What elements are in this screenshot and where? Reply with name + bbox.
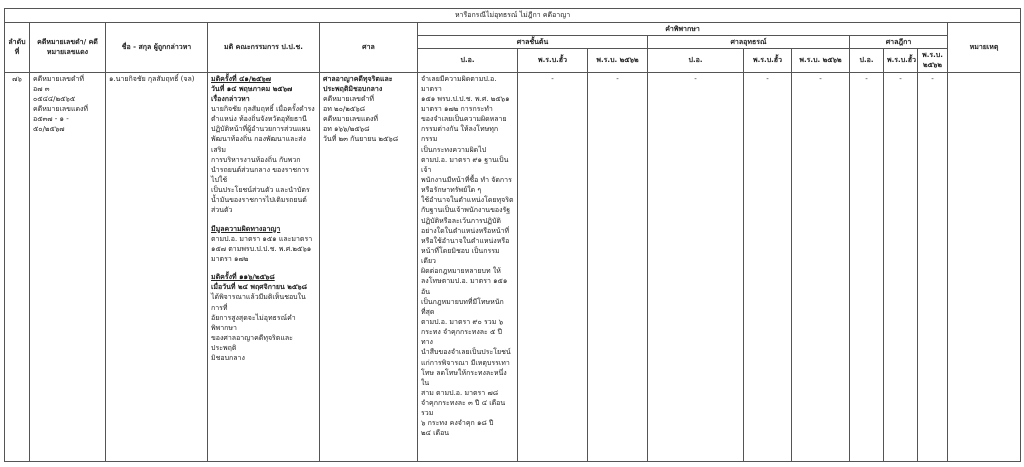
header-supreme-new-law: พ.ร.บ. ๒๕๖๒ [918,49,948,72]
supreme-old-law-value: - [884,72,918,461]
row-accused-name: ๑.นายกิจชัย กุลสัมฤทธิ์ (จล) [106,72,208,461]
court-title: ศาลอาญาคดีทุจริตและ ประพฤติมิชอบกลาง [323,74,393,93]
header-appeal-new-law: พ.ร.บ. ๒๕๖๒ [792,49,850,72]
header-first-old-law: พ.ร.บ.ฮั้ว [518,49,588,72]
resolution-1-title: มติครั้งที่ ๔๑/๒๕๖๗ [211,74,271,83]
header-case-no: คดีหมายเลขดำ/ คดีหมายเลขแดง [30,23,106,73]
supreme-new-law-value: - [918,72,948,461]
table-row [5,72,1021,461]
header-first-new-law: พ.ร.บ. ๒๕๖๒ [588,49,648,72]
header-remark: หมายเหตุ [948,23,1021,73]
header-judgment: คำพิพากษา [418,23,948,36]
table-title: หารือกรณีไม่อุทธรณ์ ไม่ฎีกา คดีอาญา [5,9,1021,23]
appeal-old-law-value: - [744,72,792,461]
resolution-1-subject: เรื่องกล่าวหา [211,94,250,103]
supreme-criminal-value: - [850,72,884,461]
first-old-law-value: - [518,72,588,461]
header-appeal-old-law: พ.ร.บ.ฮั้ว [744,49,792,72]
row-resolution: มติครั้งที่ ๔๑/๒๕๖๗ วันที่ ๑๔ พฤษภาคม ๒๕๖๗ เรื่องกล่าวหา นายกิจชัย กุลสัมฤทธิ์ เมื่อครั้งดำรง ตำแหน่ง ท้องถิ่นจังหวัดอุทัยธานี ปฏิบัติหน้าที่ผู้อำนวยการส่วนแผน พัฒนาท้องถิ่น กองพัฒนาและส่งเสริม การบริหารงานท้องถิ่น กับพวก นำรถยนต์ส่วนกลาง ของราชการไปใช้ เป็นประโยชน์ส่วนตัว และนำบัตร น้ำมันของราชการไปเติมรถยนต์ ส่วนตัว มีมูลความผิดทางอาญา ตามป.อ. มาตรา ๑๕๑ และมาตรา ๑๕๗ ตามพรบ.ป.ป.ช. พ.ศ.๒๕๖๑ มาตรา ๑๗๒ มติครั้งที่ ๑๑๖/๒๕๖๘ เมื่อวันที่ ๒๔ พฤศจิกายน ๒๕๖๘ ได้พิจารณาแล้วมีมติเห็นชอบในการที่ อัยการสูงสุดจะไม่อุทธรณ์คำพิพากษา ของศาลอาญาคดีทุจริตและประพฤติ มิชอบกลาง [208,72,320,461]
header-resolution: มติ คณะกรรมการ ป.ป.ช. [208,23,320,73]
header-no: ลำดับ ที่ [5,23,30,73]
header-name: ชื่อ - สกุล ผู้ถูกกล่าวหา [106,23,208,73]
header-supreme-criminal: ป.อ. [850,49,884,72]
appeal-criminal-value: - [648,72,744,461]
resolution-2-title: มติครั้งที่ ๑๑๖/๒๕๖๘ [211,273,275,282]
row-court: ศาลอาญาคดีทุจริตและ ประพฤติมิชอบกลาง คดีหมายเลขดำที่ อท ๒๐/๒๕๖๘ คดีหมายเลขแดงที่ อท ๑๖๖/๒๕๖๘ วันที่ ๒๓ กันยายน ๒๕๖๘ [320,72,418,461]
row-first-court-judgment: จำเลยมีความผิดตามป.อ. มาตรา ๑๕๑ พรบ.ป.ป.ช. พ.ศ. ๒๕๖๑ มาตรา ๑๗๒ การกระทำ ของจำเลยเป็นความผิดหลาย กรรมต่างกัน ให้ลงโทษทุกกรรม เป็นกระทงความผิดไป ตามป.อ. มาตรา ๙๑ ฐานเป็นเจ้า พนักงานมีหน้าที่ซื้อ ทำ จัดการ หรือรักษาทรัพย์ใด ๆ ใช้อำนาจในตำแหน่งโดยทุจริต กับฐานเป็นเจ้าพนักงานของรัฐ ปฏิบัติหรือละเว้นการปฏิบัติ อย่างใดในตำแหน่งหรือหน้าที่ หรือใช้อำนาจในตำแหน่งหรือ หน้าที่โดยมิชอบ เป็นกรรมเดียว ผิดต่อกฎหมายหลายบท ให้ ลงโทษตามป.อ. มาตรา ๑๕๑ อัน เป็นกฎหมายบทที่มีโทษหนักที่สุด ตามป.อ. มาตรา ๙๐ รวม ๖ กระทง จำคุกกระทงละ ๕ ปี ทาง นำสืบของจำเลยเป็นประโยชน์ แก่การพิจารณา มีเหตุบรรเทา โทษ ลดโทษให้กระทงละหนึ่งใน สาม ตามป.อ. มาตรา ๗๘ จำคุกกระทงละ ๓ ปี ๔ เดือน รวม ๖ กระทง คงจำคุก ๑๘ ปี ๒๔ เดือน [418,72,518,461]
header-supreme-court: ศาลฎีกา [850,36,948,49]
resolution-guilt-title: มีมูลความผิดทางอาญา [211,224,281,233]
first-new-law-value: - [588,72,648,461]
row-remark [948,72,1021,461]
appeal-new-law-value: - [792,72,850,461]
header-first-court: ศาลชั้นต้น [418,36,648,49]
resolution-1-date: วันที่ ๑๔ พฤษภาคม ๒๕๖๗ [211,84,293,93]
header-appeal-criminal: ป.อ. [648,49,744,72]
header-supreme-old-law: พ.ร.บ.ฮั้ว [884,49,918,72]
row-no: ๗๖ [5,72,30,461]
row-case-no: คดีหมายเลขดำที่ อ๗ ๓ ๐๕๔๔/๒๕๖๕ คดีหมายเลขแดงที่ อ๕๓๗ - ๑ - ๕๐/๒๕๖๗ [30,72,106,461]
header-court: ศาล [320,23,418,73]
header-appeal-court: ศาลอุทธรณ์ [648,36,850,49]
header-first-criminal: ป.อ. [418,49,518,72]
case-table [4,8,1021,462]
resolution-2-date: เมื่อวันที่ ๒๔ พฤศจิกายน ๒๕๖๘ [211,283,307,292]
